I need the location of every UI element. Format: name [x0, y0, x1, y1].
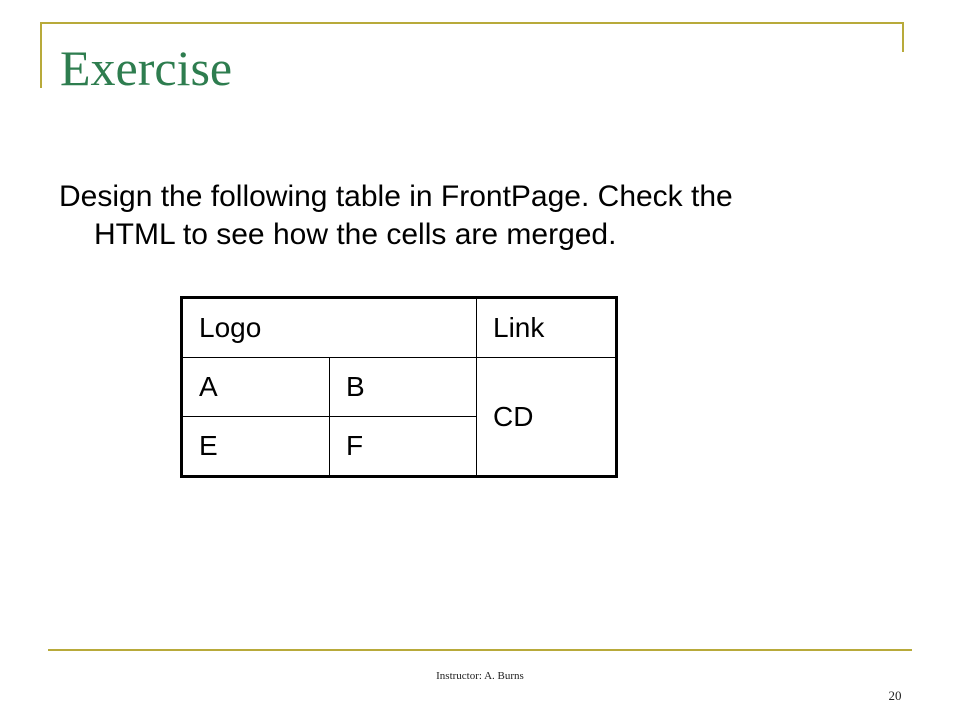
cell-f: F — [330, 417, 477, 477]
left-accent-bar — [40, 22, 42, 88]
example-merged-table — [180, 296, 618, 478]
cell-a: A — [182, 358, 330, 417]
table-row — [182, 298, 617, 358]
cell-link: Link — [477, 298, 617, 358]
slide-body-text — [59, 178, 919, 254]
cell-logo: Logo — [182, 298, 477, 358]
cell-e: E — [182, 417, 330, 477]
slide-number: 20 — [888, 688, 902, 703]
bottom-accent-line — [48, 649, 912, 651]
body-line-2: HTML to see how the cells are merged. — [94, 218, 617, 251]
cell-b: B — [330, 358, 477, 417]
slide-title: Exercise — [60, 40, 233, 96]
cell-cd: CD — [477, 358, 617, 477]
top-right-accent-tick — [902, 22, 904, 52]
top-accent-line — [40, 22, 904, 24]
footer-instructor: Instructor: A. Burns — [436, 670, 524, 682]
body-line-1: Design the following table in FrontPage. Check the — [59, 180, 733, 213]
table-row — [182, 358, 617, 417]
